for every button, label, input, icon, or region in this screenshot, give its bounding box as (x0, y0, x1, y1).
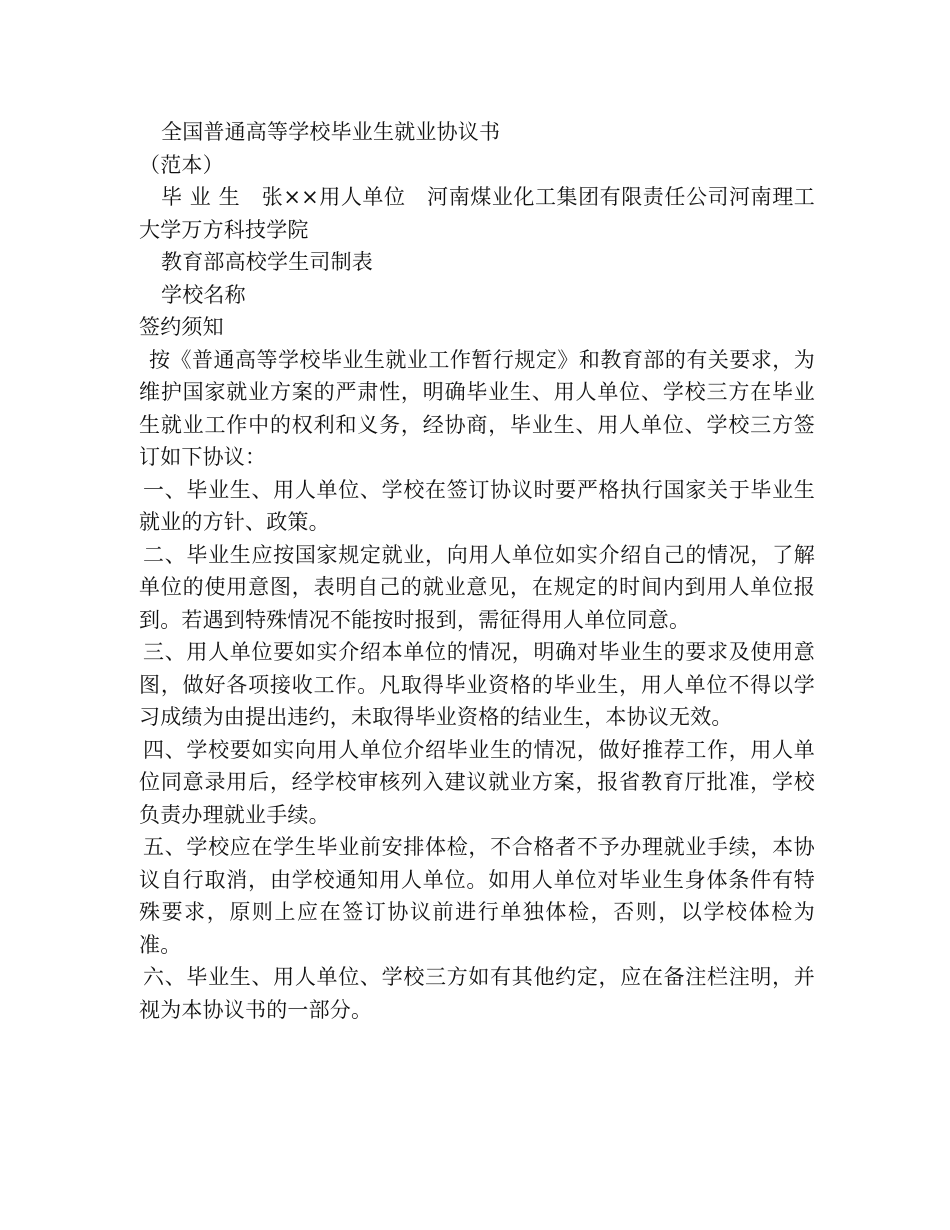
clause-5: 五、学校应在学生毕业前安排体检，不合格者不予办理就业手续，本协议自行取消，由学校通知用人单位。如用人单位对毕业生身体条件有特殊要求，原则上应在签订协议前进行单独体检，否则，以学校体检为准。 (139, 835, 815, 957)
clause-4: 四、学校要如实向用人单位介绍毕业生的情况，做好推荐工作，用人单位同意录用后，经学校审核列入建议就业方案，报省教育厅批准，学校负责办理就业手续。 (139, 737, 815, 827)
clause-1: 一、毕业生、用人单位、学校在签订协议时要严格执行国家关于毕业生就业的方针、政策。 (139, 477, 815, 534)
parties-line: 毕 业 生 张××用人单位 河南煤业化工集团有限责任公司河南理工大学万方科技学院 (139, 185, 815, 242)
document-title: 全国普通高等学校毕业生就业协议书 (161, 120, 501, 144)
document-subtitle: （范本） (139, 152, 224, 177)
intro-paragraph: 按《普通高等学校毕业生就业工作暂行规定》和教育部的有关要求，为维护国家就业方案的严肃性，明确毕业生、用人单位、学校三方在毕业生就业工作中的权利和义务，经协商，毕业生、用人单位、学校三方签订如下协议： (139, 347, 815, 469)
document-body (139, 116, 815, 1026)
clause-6: 六、毕业生、用人单位、学校三方如有其他约定，应在备注栏注明，并视为本协议书的一部分。 (139, 965, 815, 1022)
clause-2: 二、毕业生应按国家规定就业，向用人单位如实介绍自己的情况，了解单位的使用意图，表明自己的就业意见，在规定的时间内到用人单位报到。若遇到特殊情况不能按时报到，需征得用人单位同意。 (139, 542, 815, 632)
clause-3: 三、用人单位要如实介绍本单位的情况，明确对毕业生的要求及使用意图，做好各项接收工作。凡取得毕业资格的毕业生，用人单位不得以学习成绩为由提出违约，未取得毕业资格的结业生，本协议无效。 (139, 640, 815, 729)
notice-heading: 签约须知 (139, 315, 224, 339)
issuer-line: 教育部高校学生司制表 (161, 250, 373, 274)
school-name-label: 学校名称 (161, 282, 246, 307)
